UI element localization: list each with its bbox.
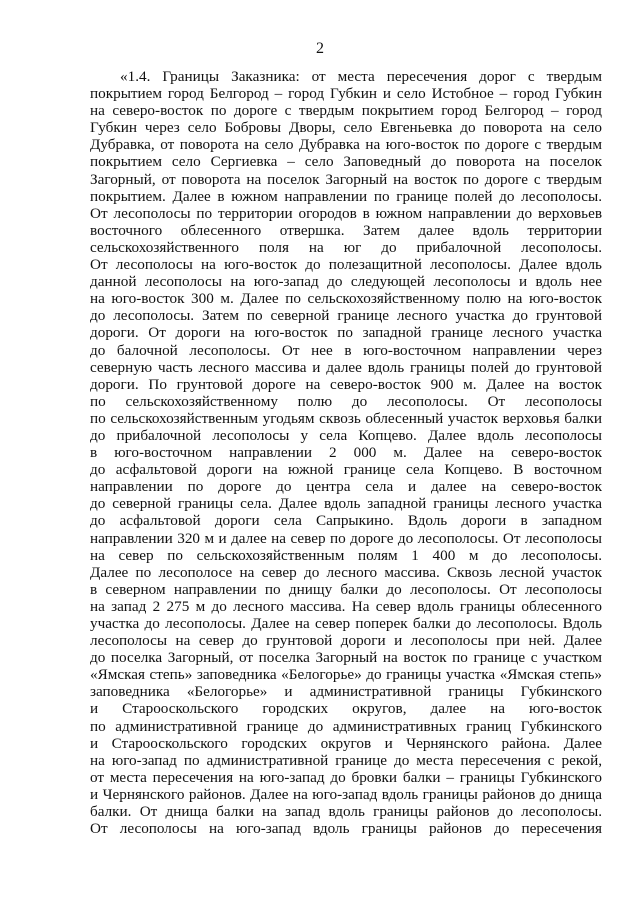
text-line: лесополосы на север до грунтовой дороги и лесополосы при ней. Далее	[90, 632, 602, 650]
text-line: От лесополосы на юго-запад вдоль границы районов до пересечения	[90, 820, 602, 838]
text-line: и Чернянского районов. Далее на юго-запад вдоль границы районов до днища	[90, 785, 602, 803]
text-line: покрытием село Сергиевка – село Заповедный до поворота на поселок	[90, 153, 602, 171]
text-line: покрытием. Далее в южном направлении по границе полей до лесополосы.	[90, 187, 602, 205]
text-line: по сельскохозяйственному полю до лесополосы. От лесополосы	[90, 392, 602, 410]
text-line: на запад 2 275 м до лесного массива. На север вдоль границы облесенного	[90, 597, 602, 615]
text-line: на юго-восток 300 м. Далее по сельскохозяйственному полю на юго-восток	[90, 290, 602, 308]
text-line: по административной границе до административных границ Губкинского	[90, 717, 602, 735]
text-line: до асфальтовой дороги села Сапрыкино. Вдоль дороги в западном	[90, 512, 602, 530]
text-line: до балочной лесополосы. От нее в юго-восточном направлении через	[90, 341, 602, 359]
text-line: направлении по дороге до центра села и далее на северо-восток	[90, 478, 602, 496]
text-line: в юго-восточном направлении 2 000 м. Далее на северо-восток	[90, 444, 602, 462]
text-line: направлении 320 м и далее на север по дороге до лесополосы. От лесополосы	[90, 529, 602, 547]
body-text	[90, 68, 602, 837]
text-line: северную часть лесного массива и далее вдоль границы полей до грунтовой	[90, 358, 602, 376]
text-line: «Ямская степь» заповедника «Белогорье» до границы участка «Ямская степь»	[90, 666, 602, 684]
text-line: Дубравка, от поворота на село Дубравка на юго-восток по дороге с твердым	[90, 136, 602, 154]
text-line: заповедника «Белогорье» и административной границы Губкинского	[90, 683, 602, 701]
text-line: до лесополосы. Затем по северной границе лесного участка до грунтовой	[90, 307, 602, 325]
page-number: 2	[316, 40, 324, 57]
text-line: по сельскохозяйственным угодьям сквозь облесенный участок верховья балки	[90, 409, 602, 427]
text-line: до северной границы села. Далее вдоль западной границы лесного участка	[90, 495, 602, 513]
text-line: на север по сельскохозяйственным полям 1 400 м до лесополосы.	[90, 546, 602, 564]
text-line: до поселка Загорный, от поселка Загорный на восток по границе с участком	[90, 649, 602, 667]
text-line: данной лесополосы на юго-запад до следующей лесополосы и вдоль нее	[90, 273, 602, 291]
text-line: Губкин через село Бобровы Дворы, село Евгеньевка до поворота на село	[90, 119, 602, 137]
text-line: до асфальтовой дороги на южной границе села Копцево. В восточном	[90, 461, 602, 479]
text-line: до прибалочной лесополосы у села Копцево. Далее вдоль лесополосы	[90, 426, 602, 444]
text-line: и Старооскольского городских округов и Чернянского района. Далее	[90, 734, 602, 752]
text-line: на северо-восток по дороге с твердым покрытием город Белгород – город	[90, 102, 602, 120]
text-line: дороги. От дороги на юго-восток по западной границе лесного участка	[90, 324, 602, 342]
text-line: От лесополосы на юго-восток до полезащитной лесополосы. Далее вдоль	[90, 256, 602, 274]
text-line: участка до лесополосы. Далее на север поперек балки до лесополосы. Вдоль	[90, 615, 602, 632]
text-line: покрытием город Белгород – город Губкин и село Истобное – город Губкин	[90, 85, 602, 103]
text-line: Загорный, от поворота на поселок Загорный на восток по дороге с твердым	[90, 170, 602, 188]
text-line: и Старооскольского городских округов, далее на юго-восток	[90, 700, 602, 718]
text-line: сельскохозяйственного поля на юг до прибалочной лесополосы.	[90, 238, 602, 256]
text-line: дороги. По грунтовой дороге на северо-восток 900 м. Далее на восток	[90, 375, 602, 393]
text-line: От лесополосы по территории огородов в южном направлении до верховьев	[90, 204, 602, 222]
text-line: восточного облесенного отвершка. Затем далее вдоль территории	[90, 221, 602, 239]
text-line: балки. От днища балки на запад вдоль границы районов до лесополосы.	[90, 803, 602, 821]
text-line: от места пересечения на юго-запад до бровки балки – границы Губкинского	[90, 768, 602, 786]
text-line: Далее по лесополосе на север до лесного массива. Сквозь лесной участок	[90, 563, 602, 581]
text-line: в северном направлении по днищу балки до лесополосы. От лесополосы	[90, 580, 602, 598]
text-line: «1.4. Границы Заказника: от места пересечения дорог с твердым	[120, 68, 602, 85]
text-line: на юго-запад по административной границе до места пересечения с рекой,	[90, 751, 602, 769]
